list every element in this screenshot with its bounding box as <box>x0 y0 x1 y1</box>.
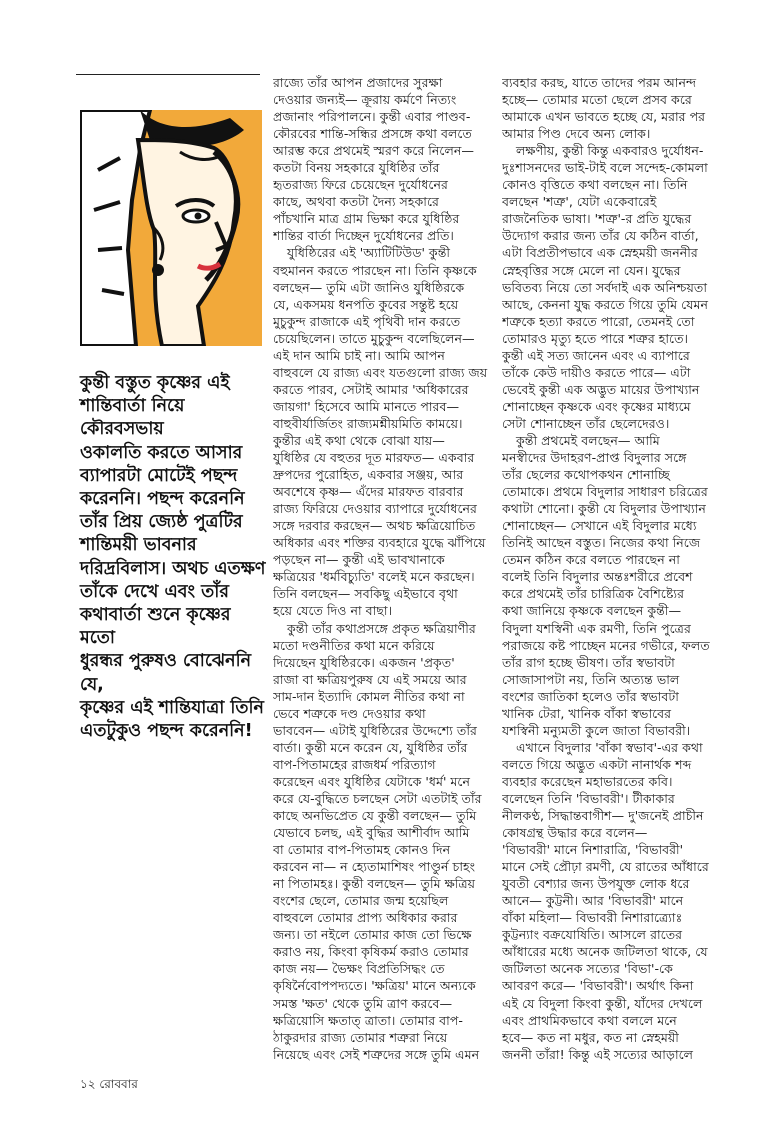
body-line: মুচুকুন্দ রাজাকে এই পৃথিবী দান করতে <box>273 313 461 329</box>
body-line: বলছেন— তুমি এটা জানিও যুধিষ্ঠিরকে <box>273 279 465 295</box>
body-line: কৌরবের শান্তি-সন্ধির প্রসঙ্গে কথা বলতে <box>273 126 472 142</box>
body-line: কোষগ্রন্থ উদ্ধার করে বলেন— <box>502 825 648 841</box>
body-line: বহুমানন করতে পারছেন না। তিনি কৃষ্ণকে <box>273 262 477 278</box>
body-line: তাঁর ছেলের কথোপকথন শোনাচ্ছি <box>502 467 670 483</box>
pull-quote-line: দরিদ্রবিলাস। অথচ এতক্ষণ <box>80 558 266 579</box>
body-line: বাহুবলে যে রাজ্য এবং যতগুলো রাজ্য জয় <box>273 364 488 380</box>
pull-quote-line: শান্তিময়ী ভাবনার <box>80 535 197 556</box>
body-line: এই যে বিদুলা কিংবা কুন্তী, যাঁদের দেখলে <box>502 995 703 1011</box>
body-line: বা তোমার বাপ-পিতামহ কোনও দিন <box>273 842 451 858</box>
body-line: তেমন কঠিন করে বলতে পারছেন না <box>502 552 680 568</box>
body-line: রাজ্য ফিরিয়ে দেওয়ার ব্যাপারে দুর্যোধনের <box>273 501 477 517</box>
body-line: রাজা বা ক্ষত্রিয়পুরুষ যে এই সময়ে আর <box>273 671 467 687</box>
body-line: যুধিষ্ঠির যে বহুতর দূত মারফত— একবার <box>273 450 475 466</box>
column-top-rule <box>76 74 260 75</box>
body-line: তোমারও মৃত্যু হতে পারে শত্রুর হাতে। <box>502 330 689 346</box>
body-line: আরম্ভ করে প্রথমেই স্মরণ করে নিলেন— <box>273 143 474 159</box>
body-line: বাঁকা মহিলা— বিভাবরী নিশারাত্র্যোঃ <box>502 910 683 926</box>
body-line: জন্য। তা নইলে তোমার কাজ তো ভিক্ষে <box>273 927 472 943</box>
pull-quote-line: তাঁকে দেখে এবং তাঁর <box>80 581 229 602</box>
body-line: প্রজানাং পরিপালনে। কুন্তী এবার পাণ্ডব- <box>273 109 471 125</box>
body-line: আমাকে এখন ভাবতে হচ্ছে যে, মরার পর <box>502 109 706 125</box>
body-line: কাছে অনভিপ্রেত যে কুন্তী বলছেন— তুমি <box>273 808 477 824</box>
body-line: বলেই তিনি বিদুলার অন্তঃশরীরে প্রবেশ <box>502 569 693 585</box>
pull-quote-line: তাঁর প্রিয় জ্যেষ্ঠ পুত্রটির <box>80 512 243 533</box>
body-line: এই দান আমি চাই না। আমি আপন <box>273 347 445 363</box>
body-line: অবশেষে কৃষ্ণ— এঁদের মারফত বারবার <box>273 484 464 500</box>
body-line: বাপ-পিতামহের রাজধর্ম পরিত্যাগ <box>273 756 436 772</box>
body-line: এটা বিপ্রতীপভাবে এক স্নেহময়ী জননীর <box>502 245 698 261</box>
body-line: হচ্ছে— তোমার মতো ছেলে প্রসব করে <box>502 92 692 108</box>
body-line: জননী তাঁরা! কিন্তু এই সত্যের আড়ালে <box>502 1046 694 1062</box>
body-line: হৃতরাজ্য ফিরে চেয়েছেন দুর্যোধনের <box>273 177 448 193</box>
body-line: শত্রুকে হত্যা করতে পারো, তেমনই তো <box>502 313 695 329</box>
body-line: মনস্বীদের উদাহরণ-প্রাপ্ত বিদুলার সঙ্গে <box>502 450 687 466</box>
body-line: ক্ষত্রিয়ের 'ধর্মবিচ্যুতি' বলেই মনে করছেন। <box>273 569 475 585</box>
body-line: পরাজয়ে কষ্ট পাচ্ছেন মনের গভীরে, ফলত <box>502 637 710 653</box>
page-folio: ১২ রোববার <box>80 1077 138 1091</box>
pull-quote <box>80 372 268 743</box>
body-line: কৃষির্নৈবোপপদ্যতে। 'ক্ষত্রিয়' মানে অন্যকে <box>273 978 476 994</box>
body-line: আনে— কুট্টনী। আর 'বিভাবরী' মানে <box>502 893 684 909</box>
body-line: সঙ্গে দরবার করছেন— অথচ ক্ষত্রিয়োচিত <box>273 518 476 534</box>
body-line: আছে, কেননা যুদ্ধ করতে গিয়ে তুমি যেমন <box>502 296 709 312</box>
body-line: ব্যবহার করছ, যাতে তাদের পরম আনন্দ <box>502 75 697 90</box>
body-line: কথা জানিয়ে কৃষ্ণকে বলছেন কুন্তী— <box>502 603 682 619</box>
pull-quote-line: কুন্তী বস্তুত কৃষ্ণের এই <box>80 373 230 393</box>
body-line: সেটা শোনাচ্ছেন তাঁর ছেলেদেরও। <box>502 415 670 431</box>
body-line: ব্যবহার করেছেন মহাভারতের কবি। <box>502 773 673 789</box>
body-line: কুন্তী এই সত্য জানেন এবং এ ব্যাপারে <box>502 347 690 363</box>
body-line: তিনিই আছেন বস্তুত। নিজের কথা নিজে <box>502 535 701 551</box>
pull-quote-line: ধুরন্ধর পুরুষও বোঝেননি যে, <box>80 651 252 695</box>
body-line: হয়ে যেতে দিও না বাছা। <box>273 603 393 619</box>
body-line: কথাটা শোনো। কুন্তী যে বিদুলার উপাখ্যান <box>502 501 706 517</box>
body-line: যেভাবে চলছ, এই বুদ্ধির আশীর্বাদ আমি <box>273 825 470 841</box>
body-line: এবং প্রাথমিকভাবে কথা বললে মনে <box>502 1012 677 1028</box>
illustration <box>80 110 262 346</box>
body-line: তোমাকে। প্রথমে বিদুলার সাধারণ চরিত্রের <box>502 484 708 500</box>
body-line: রাজ্যে তাঁর আপন প্রজাদের সুরক্ষা <box>273 75 443 90</box>
body-line: তাঁকে কেউ দায়ীও করতে পারে— এটা <box>502 364 691 380</box>
body-line: সমস্ত 'ক্ষত' থেকে তুমি ত্রাণ করবে— <box>273 995 453 1011</box>
body-line: করাও নয়, কিংবা কৃষিকর্ম করাও তোমার <box>273 944 469 960</box>
body-line: আঁধারের মধ্যে অনেক জটিলতা থাকে, যে <box>502 944 708 960</box>
body-line: খানিক টেরা, খানিক বাঁকা স্বভাবের <box>502 705 672 721</box>
pull-quote-line: কৃষ্ণের এই শান্তিযাত্রা তিনি <box>80 697 264 718</box>
body-line: করে যে-বুদ্ধিতে চলছেন সেটা এতটাই তাঁর <box>273 790 482 806</box>
body-line: এখানে বিদুলার 'বাঁকা স্বভাব'-এর কথা <box>516 739 703 755</box>
body-line: পাঁচখানি মাত্র গ্রাম ভিক্ষা করে যুধিষ্ঠির <box>273 211 460 227</box>
woman-portrait-illustration <box>80 110 262 346</box>
body-line: চেয়েছিলেন। তাতে মুচুকুন্দ বলেছিলেন— <box>273 330 475 346</box>
body-line: ঠাকুরদার রাজ্য তোমার শত্রুরা নিয়ে <box>273 1029 448 1045</box>
body-line: দেওয়ার জন্যই— ক্রূরায় কর্মণে নিত্যং <box>273 92 457 108</box>
body-line: বার্তা। কুন্তী মনে করেন যে, যুধিষ্ঠির তাঁর <box>273 739 468 755</box>
body-line: যুবতী বেশ্যার জন্য উপযুক্ত লোক ধরে <box>502 876 690 892</box>
body-line: দিয়েছেন যুধিষ্ঠিরকে। একজন 'প্রকৃত' <box>273 654 455 670</box>
pull-quote-line: কথাবার্তা শুনে কৃষ্ণের মতো <box>80 605 231 649</box>
pull-quote-line: ওকালতি করতে আসার <box>80 442 243 463</box>
body-line: ক্ষত্রিয়োসি ক্ষতাত্ ত্রাতা। তোমার বাপ- <box>273 1012 463 1028</box>
text-column-2 <box>502 74 724 1063</box>
body-line: যশস্বিনী মন্যুমতী কুলে জাতা বিভাবরী। <box>502 722 691 738</box>
body-line: জায়গা' হিসেবে আমি মানতে পারব— <box>273 398 460 414</box>
body-line: হবে— কত না মধুর, কত না স্নেহময়ী <box>502 1029 679 1045</box>
body-line: কোনও বৃত্তিতে কথা বলছেন না। তিনি <box>502 177 688 193</box>
body-line: কাজ নয়— ভৈক্ষং বিপ্রতিসিদ্ধং তে <box>273 961 445 977</box>
body-line: বংশের ছেলে, তোমার জন্ম হয়েছিল <box>273 893 449 909</box>
body-line: যুধিষ্ঠিরের এই 'অ্যাটিটিউড' কুন্তী <box>287 245 451 261</box>
body-line: কুট্টন্যাং বক্রযোষিতি। আসলে রাতের <box>502 927 683 943</box>
body-line: সোজাসাপটা নয়, তিনি অত্যন্ত ভাল <box>502 671 680 687</box>
body-line: ভেবেই কুন্তী এক অদ্ভুত মায়ের উপাখ্যান <box>502 381 700 397</box>
pull-quote-line: এতটুকুও পছন্দ করেননি! <box>80 721 253 742</box>
body-line: কাছে, অথবা কতটা দৈন্য সহকারে <box>273 194 439 210</box>
body-line: বলতে গিয়ে অদ্ভুত একটা নানার্থক শব্দ <box>502 756 692 772</box>
body-line: নীলকণ্ঠ, সিদ্ধান্তবাগীশ— দু'জনেই প্রাচীন <box>502 808 704 824</box>
body-line: শান্তির বার্তা দিচ্ছেন দুর্যোধনের প্রতি। <box>273 228 454 244</box>
body-line: দুঃশাসনদের ভাই-টাই বলে সন্দেহ-কোমলা <box>502 160 708 176</box>
body-line: মানে সেই প্রৌঢ়া রমণী, যে রাতের আঁধারে <box>502 859 709 875</box>
body-line: 'বিভাবরী' মানে নিশারাত্রি, 'বিভাবরী' <box>502 842 684 858</box>
body-line: আমার পিণ্ড দেবে অন্য লোক। <box>502 126 651 142</box>
body-line: নিয়েছে এবং সেই শত্রুদের সঙ্গে তুমি এমন <box>273 1046 480 1062</box>
pull-quote-line: ব্যাপারটা মোটেই পছন্দ <box>80 465 238 486</box>
pull-quote-line: শান্তিবার্তা নিয়ে কৌরবসভায় <box>80 396 185 440</box>
body-line: করতে পারব, সেটাই আমার 'অধিকারের <box>273 381 469 397</box>
body-line: পড়ছেন না— কুন্তী এই ভাবখানাকে <box>273 552 445 568</box>
body-line: অধিকার এবং শক্তির ব্যবহারে যুদ্ধে ঝাঁপিয়ে <box>273 535 486 551</box>
body-line: কুন্তী প্রথমেই বলছেন— আমি <box>516 432 660 448</box>
body-line: ভেবে শত্রুকে দণ্ড দেওয়ার কথা <box>273 705 426 721</box>
body-line: কতটা বিনয় সহকারে যুধিষ্ঠির তাঁর <box>273 160 440 176</box>
body-line: না পিতামহঃ। কুন্তী বলছেন— তুমি ক্ষত্রিয় <box>273 876 476 892</box>
body-line: বাহুবীর্যার্জিতং রাজ্যমশ্নীয়মিতি কাময়ে। <box>273 415 463 431</box>
body-line: স্নেহবৃত্তির সঙ্গে মেলে না যেন। যুদ্ধের <box>502 262 681 278</box>
body-line: বিদুলা যশস্বিনী এক রমণী, তিনি পুত্রের <box>502 620 691 636</box>
body-line: তিনি বলছেন— সবকিছু এইভাবে বৃথা <box>273 586 458 602</box>
body-line: লক্ষণীয়, কুন্তী কিন্তু একবারও দুর্যোধন- <box>516 143 704 159</box>
body-line: সাম-দান ইত্যাদি কোমল নীতির কথা না <box>273 688 465 704</box>
body-line: বংশের জাতিকা হলেও তাঁর স্বভাবটা <box>502 688 679 704</box>
body-line: দ্রুপদের পুরোহিত, একবার সঞ্জয়, আর <box>273 467 464 483</box>
pull-quote-line: করেননি। পছন্দ করেননি <box>80 489 245 510</box>
body-line: রাজনৈতিক ভাষা। 'শত্রু'-র প্রতি যুদ্ধের <box>502 211 692 227</box>
body-line: ভবিতব্য নিয়ে তো সর্বদাই এক অনিশ্চয়তা <box>502 279 708 295</box>
body-line: বাহুবলে তোমার প্রাপ্য অধিকার করার <box>273 910 458 926</box>
body-line: তাঁর রাগ হচ্ছে ভীষণ। তাঁর স্বভাবটা <box>502 654 675 670</box>
body-line: মতো দণ্ডনীতির কথা মনে করিয়ে <box>273 637 435 653</box>
body-line: শোনাচ্ছেন কৃষ্ণকে এবং কৃষ্ণের মাধ্যমে <box>502 398 691 414</box>
body-line: আবরণ করে— 'বিভাবরী'। অর্থাৎ কিনা <box>502 978 694 994</box>
body-line: শোনাচ্ছেন— সেখানে এই বিদুলার মধ্যে <box>502 518 697 534</box>
body-line: কুন্তীর এই কথা থেকে বোঝা যায়— <box>273 432 445 448</box>
body-line: ভাববেন— এটাই যুধিষ্ঠিরের উদ্দেশ্যে তাঁর <box>273 722 477 738</box>
text-column-1 <box>273 74 495 1063</box>
body-line: কুন্তী তাঁর কথাপ্রসঙ্গে প্রকৃত ক্ষত্রিয়াণীর <box>287 620 476 636</box>
body-line: জটিলতা অনেক সত্যের 'বিভা'-কে <box>502 961 673 977</box>
body-line: করবেন না— ন হ্যেতামাশিষং পাণ্ডুর্ন চাহং <box>273 859 476 875</box>
body-line: যে, একসময় ধনপতি কুবের সন্তুষ্ট হয়ে <box>273 296 459 312</box>
body-line: বলেছেন তিনি 'বিভাবরী'। টীকাকার <box>502 790 675 806</box>
body-line: করেছেন এবং যুধিষ্ঠির যেটাকে 'ধর্ম' মনে <box>273 773 470 789</box>
body-line: করে প্রথমেই তাঁর চারিত্রিক বৈশিষ্ট্যের <box>502 586 684 602</box>
body-line: বলছেন 'শত্রু', যেটা একেবারেই <box>502 194 657 210</box>
body-line: উদ্যোগ করার জন্য তাঁর যে কঠিন বার্তা, <box>502 228 699 244</box>
